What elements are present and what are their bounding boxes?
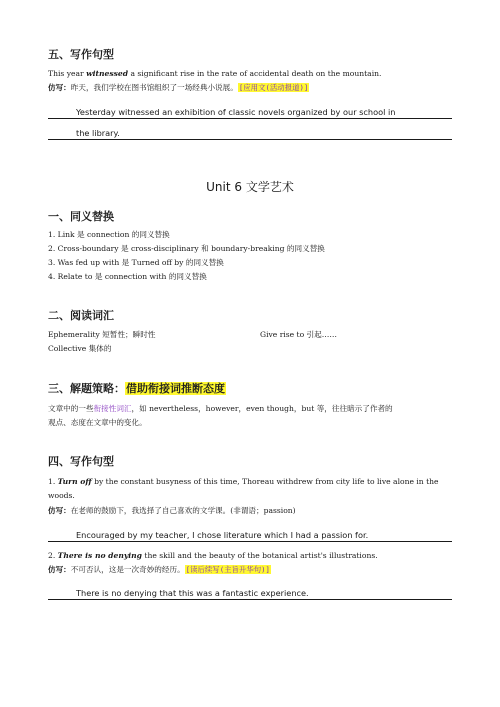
s1-sentence-line2: woods. (48, 491, 75, 500)
imitate-label: 仿写： (48, 83, 71, 92)
section4-title: 四、写作句型 (48, 455, 114, 468)
s2-answer: There is no denying that this was a fantastic experience. (76, 588, 309, 598)
sentence-prefix: This year (48, 69, 87, 78)
vocab-item: Ephemerality 短暂性；瞬时性 (48, 330, 156, 339)
imitate-label: 仿写： (48, 565, 71, 574)
strategy-text-purple: 衔接性词汇 (93, 404, 132, 413)
vocab-item: Give rise to 引起…… (260, 330, 337, 339)
imitate-text: 不可否认，这是一次奇妙的经历。 (70, 565, 185, 574)
s2-rest: the skill and the beauty of the botanical artist's illustrations. (141, 551, 378, 560)
imitate-text: 在老师的鼓励下，我选择了自己喜欢的文学课。(非谓语；passion) (70, 506, 296, 515)
sentence-key: witnessed (86, 69, 129, 78)
strategy-text-line1 (48, 404, 393, 414)
unit-title: Unit 6 文学艺术 (206, 180, 294, 194)
s1-sentence-line1 (48, 477, 439, 487)
s2-key: There is no denying (57, 551, 142, 560)
s1-answer: Encouraged by my teacher, I chose literature which I had a passion for. (76, 530, 369, 540)
s2-num: 2. (48, 551, 58, 560)
s1-key: Turn off (57, 477, 92, 486)
answer-rule (48, 139, 452, 140)
vocab-item: Collective 集体的 (48, 344, 112, 353)
section5-answer-line2: the library. (76, 128, 120, 138)
section5-answer-line1: Yesterday witnessed an exhibition of classic novels organized by our school in (76, 107, 396, 117)
synonyms-title: 一、同义替换 (48, 210, 114, 223)
section5-sentence (48, 69, 381, 79)
strategy-title (48, 380, 226, 396)
s1-num: 1. (48, 477, 58, 486)
s1-imitate (48, 506, 296, 516)
answer-rule (48, 599, 452, 600)
answer-rule (48, 541, 452, 542)
s2-imitate (48, 565, 271, 575)
strategy-text-line2: 观点、态度在文章中的变化。 (48, 418, 147, 427)
synonym-item: 4. Relate to 是 connection with 的同义替换 (48, 272, 207, 281)
s1-rest: by the constant busyness of this time, Thoreau withdrew from city life to live alone in the (91, 477, 439, 486)
synonym-item: 3. Was fed up with 是 Turned off by 的同义替换 (48, 258, 224, 267)
strategy-text-suffix: ，如 nevertheless，however，even though，but 等，往往暗示了作者的 (131, 404, 393, 413)
synonym-item: 1. Link 是 connection 的同义替换 (48, 230, 170, 239)
s2-sentence (48, 551, 378, 561)
answer-rule (48, 118, 452, 119)
imitate-tag: [读后续写(主旨升华句)] (185, 565, 271, 574)
imitate-tag: [应用文(活动报道)] (238, 83, 309, 92)
imitate-text: 昨天，我们学校在图书馆组织了一场经典小说展。 (70, 83, 238, 92)
strategy-text-prefix: 文章中的一些 (48, 404, 94, 413)
imitate-label: 仿写： (48, 506, 71, 515)
synonym-item: 2. Cross-boundary 是 cross-disciplinary 和 boundary-breaking 的同义替换 (48, 244, 325, 253)
vocab-title: 二、阅读词汇 (48, 309, 114, 322)
strategy-title-prefix: 三、解题策略： (48, 382, 125, 395)
section5-title: 五、写作句型 (48, 48, 114, 61)
section5-imitate (48, 83, 309, 93)
strategy-title-highlight: 借助衔接词推断态度 (126, 382, 225, 395)
sentence-suffix: a significant rise in the rate of accidental death on the mountain. (128, 69, 382, 78)
